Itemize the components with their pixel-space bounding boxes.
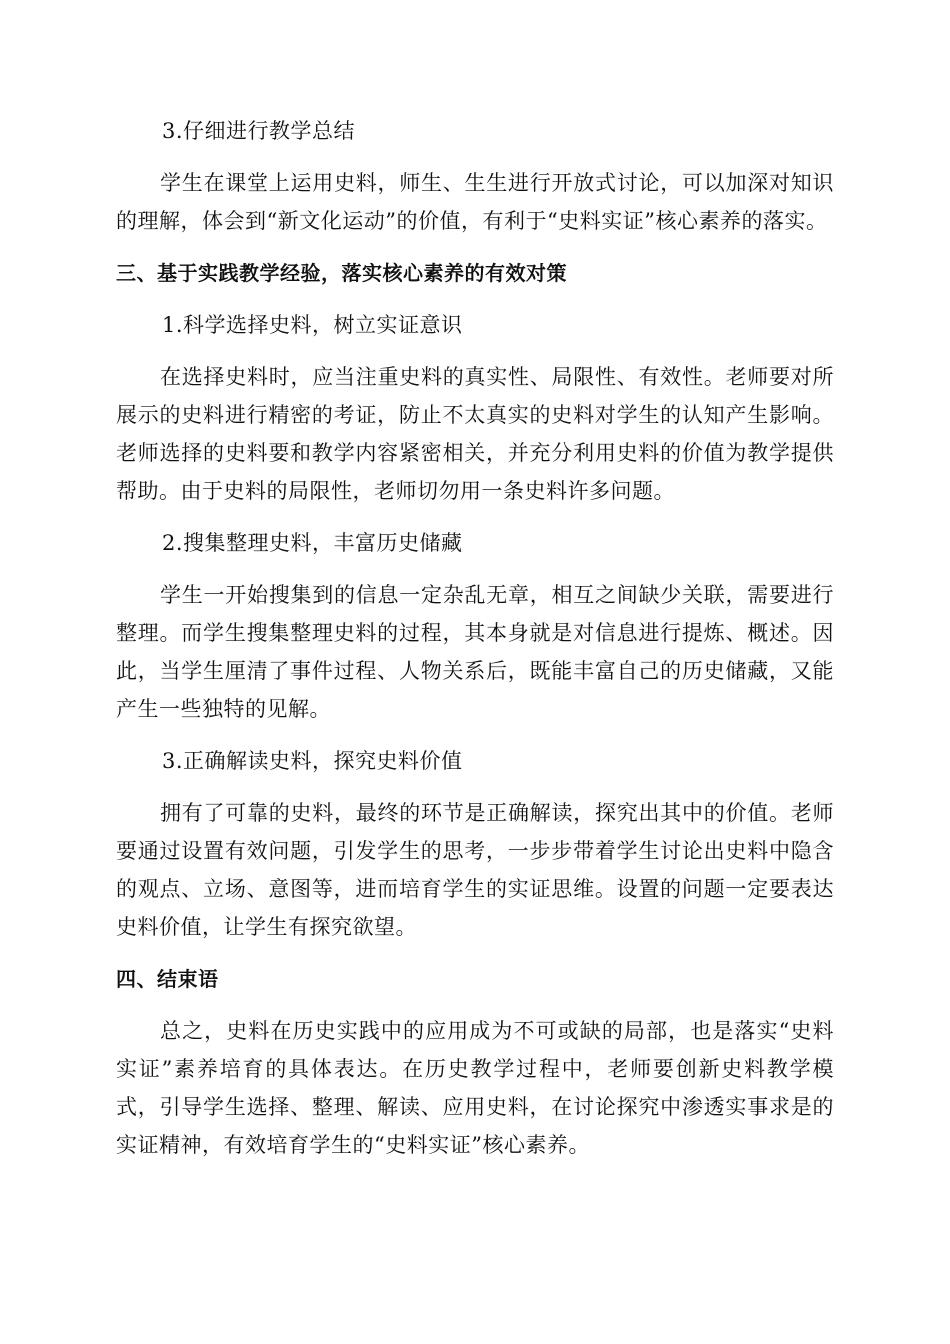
subsection-title: 1.科学选择史料，树立实证意识 xyxy=(162,313,463,337)
subsection-title: 2.搜集整理史料，丰富历史储藏 xyxy=(162,531,463,555)
body-paragraph: 在选择史料时，应当注重史料的真实性、局限性、有效性。老师要对所展示的史料进行精密的考证，防止不太真实的史料对学生的认知产生影响。老师选择的史料要和教学内容紧密相关，并充分利用史料的价值为教学提供帮助。由于史料的局限性，老师切勿用一条史料许多问题。 xyxy=(116,365,834,503)
section-heading: 三、基于实践教学经验，落实核心素养的有效对策 xyxy=(116,261,567,285)
body-paragraph: 学生在课堂上运用史料，师生、生生进行开放式讨论，可以加深对知识的理解，体会到“新文化运动”的价值，有利于“史料实证”核心素养的落实。 xyxy=(116,171,834,233)
body-paragraph: 拥有了可靠的史料，最终的环节是正确解读，探究出其中的价值。老师要通过设置有效问题，引发学生的思考，一步步带着学生讨论出史料中隐含的观点、立场、意图等，进而培育学生的实证思维。设置的问题一定要表达史料价值，让学生有探究欲望。 xyxy=(116,801,834,939)
body-paragraph: 学生一开始搜集到的信息一定杂乱无章，相互之间缺少关联，需要进行整理。而学生搜集整理史料的过程，其本身就是对信息进行提炼、概述。因此，当学生厘清了事件过程、人物关系后，既能丰富自己的历史储藏，又能产生一些独特的见解。 xyxy=(116,583,834,721)
section-heading: 四、结束语 xyxy=(116,967,219,991)
subsection-title: 3.仔细进行教学总结 xyxy=(162,119,356,143)
document-body xyxy=(116,112,834,1178)
body-paragraph: 总之，史料在历史实践中的应用成为不可或缺的局部，也是落实“史料实证”素养培育的具体表达。在历史教学过程中，老师要创新史料教学模式，引导学生选择、整理、解读、应用史料，在讨论探究中渗透实事求是的实证精神，有效培育学生的“史料实证”核心素养。 xyxy=(116,1019,834,1157)
subsection-title: 3.正确解读史料，探究史料价值 xyxy=(162,749,463,773)
